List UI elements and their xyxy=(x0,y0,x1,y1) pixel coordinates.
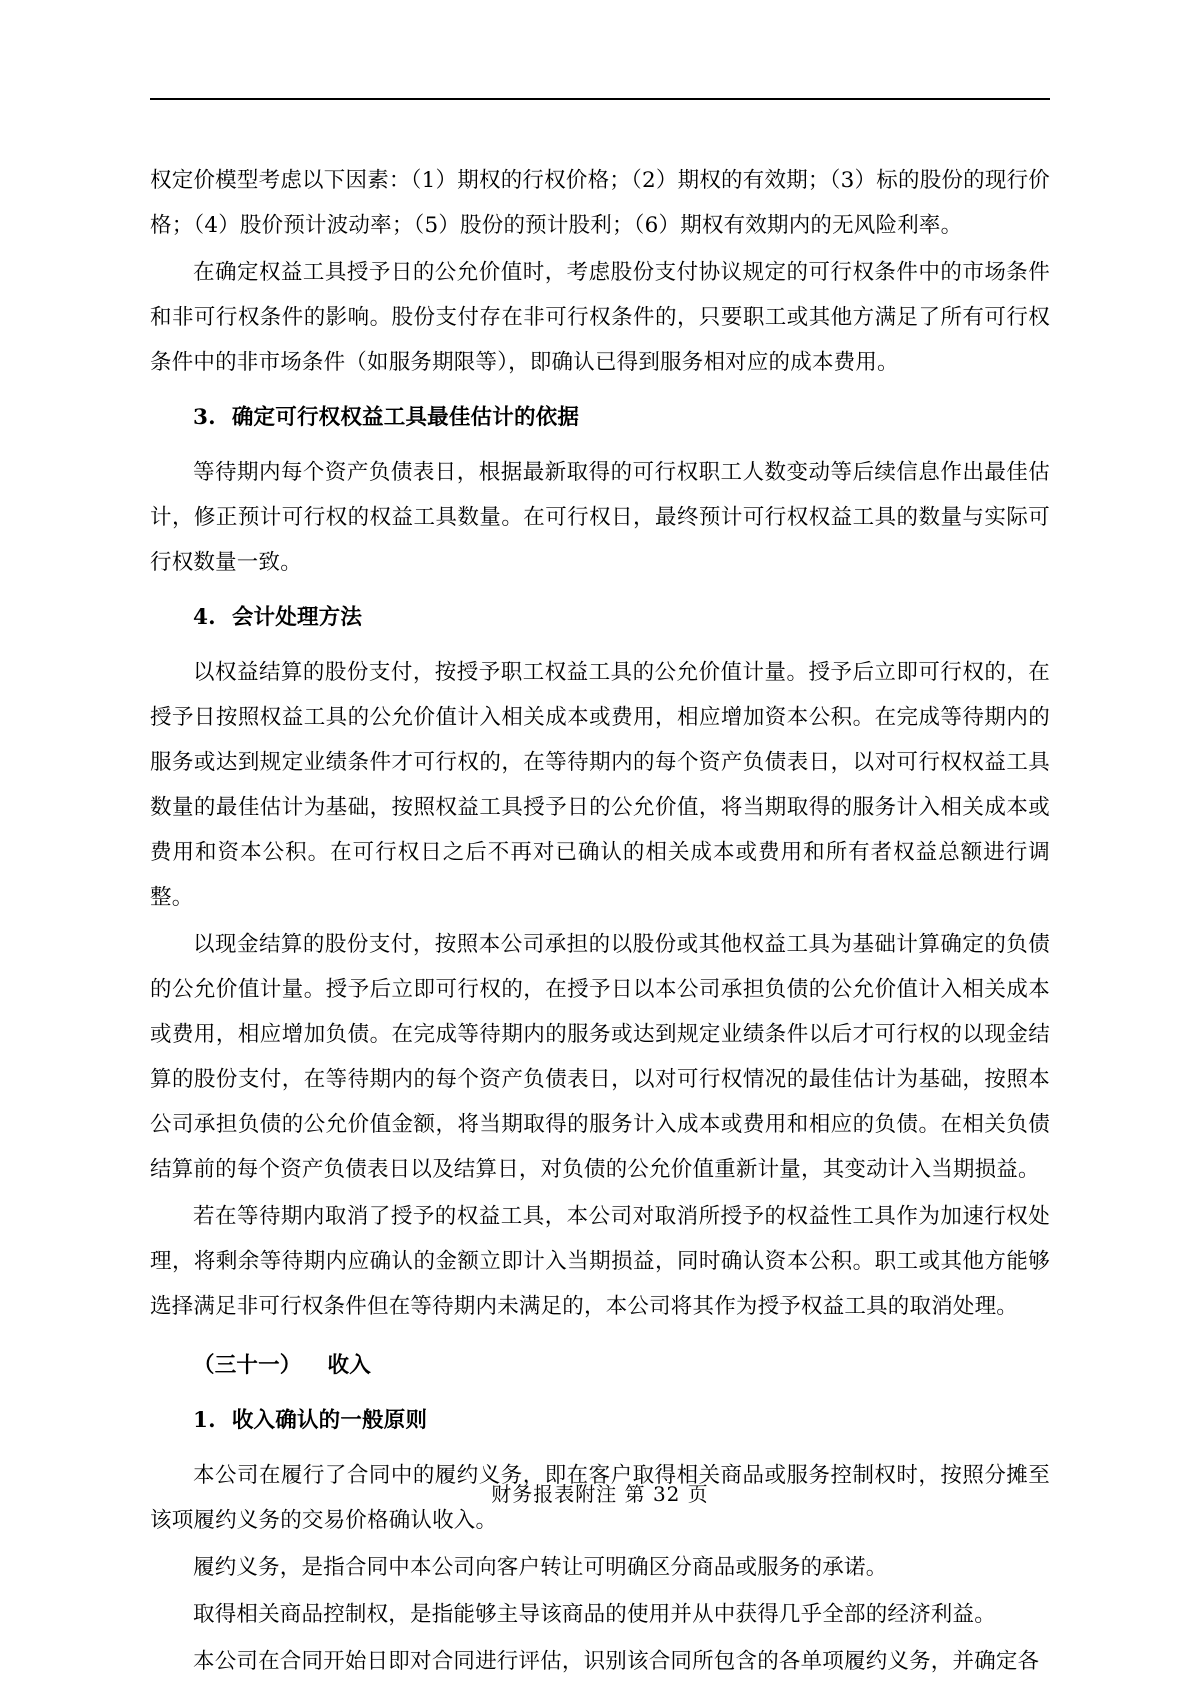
paragraph-performance-obligation-definition: 履约义务，是指合同中本公司向客户转让可明确区分商品或服务的承诺。 xyxy=(193,1555,888,1580)
paragraph-best-estimate: 等待期内每个资产负债表日，根据最新取得的可行权职工人数变动等后续信息作出最佳估计，修正预计可行权的权益工具数量。在可行权日，最终预计可行权权益工具的数量与实际可行权数量一致。 xyxy=(150,460,1050,575)
paragraph-cancellation: 若在等待期内取消了授予的权益工具，本公司对取消所授予的权益性工具作为加速行权处理，将剩余等待期内应确认的金额立即计入当期损益，同时确认资本公积。职工或其他方能够选择满足非可行权条件但在等待期内未满足的，本公司将其作为授予权益工具的取消处理。 xyxy=(150,1204,1050,1319)
heading-best-estimate-basis xyxy=(150,395,1050,440)
paragraph-performance-obligation-satisfied: 本公司在履行了合同中的履约义务，即在客户取得相关商品或服务控制权时，按照分摊至该项履约义务的交易价格确认收入。 xyxy=(150,1463,1050,1533)
heading-number: 3. xyxy=(193,405,216,430)
paragraph-cash-settled: 以现金结算的股份支付，按照本公司承担的以股份或其他权益工具为基础计算确定的负债的公允价值计量。授予后立即可行权的，在授予日以本公司承担负债的公允价值计入相关成本或费用，相应增加负债。在完成等待期内的服务或达到规定业绩条件以后才可行权的以现金结算的股份支付，在等待期内的每个资产负债表日，以对可行权情况的最佳估计为基础，按照本公司承担负债的公允价值金额，将当期取得的服务计入成本或费用和相应的负债。在相关负债结算前的每个资产负债表日以及结算日，对负债的公允价值重新计量，其变动计入当期损益。 xyxy=(150,932,1050,1182)
heading-number: 4. xyxy=(193,605,216,630)
section-number: （三十一） xyxy=(193,1353,302,1378)
paragraph-contract-assessment: 本公司在合同开始日即对合同进行评估，识别该合同所包含的各单项履约义务，并确定各 xyxy=(193,1649,1040,1674)
page-content xyxy=(150,98,1050,1686)
header-rule xyxy=(150,98,1050,100)
paragraph-equity-settled: 以权益结算的股份支付，按授予职工权益工具的公允价值计量。授予后立即可行权的，在授予日按照权益工具的公允价值计入相关成本或费用，相应增加资本公积。在完成等待期内的服务或达到规定业绩条件才可行权的，在等待期内的每个资产负债表日，以对可行权权益工具数量的最佳估计为基础，按照权益工具授予日的公允价值，将当期取得的服务计入相关成本或费用和资本公积。在可行权日之后不再对已确认的相关成本或费用和所有者权益总额进行调整。 xyxy=(150,660,1050,910)
paragraph-fair-value-conditions: 在确定权益工具授予日的公允价值时，考虑股份支付协议规定的可行权条件中的市场条件和非可行权条件的影响。股份支付存在非可行权条件的，只要职工或其他方满足了所有可行权条件中的非市场条件（如服务期限等），即确认已得到服务相对应的成本费用。 xyxy=(150,260,1050,375)
heading-accounting-method xyxy=(150,595,1050,640)
heading-text: 会计处理方法 xyxy=(231,605,363,630)
paragraph-control-definition: 取得相关商品控制权，是指能够主导该商品的使用并从中获得几乎全部的经济利益。 xyxy=(193,1602,996,1627)
page-footer: 财务报表附注 第 32 页 xyxy=(491,1482,709,1506)
heading-text: 收入确认的一般原则 xyxy=(231,1408,428,1433)
heading-revenue-general-principle xyxy=(150,1398,1050,1443)
heading-number: 1. xyxy=(193,1408,216,1433)
heading-text: 确定可行权权益工具最佳估计的依据 xyxy=(231,405,580,430)
section-title-revenue xyxy=(150,1343,1050,1388)
section-text: 收入 xyxy=(327,1353,371,1378)
paragraph-option-pricing-factors: 权定价模型考虑以下因素：（1）期权的行权价格；（2）期权的有效期；（3）标的股份的现行价格；（4）股价预计波动率；（5）股份的预计股利；（6）期权有效期内的无风险利率。 xyxy=(150,168,1050,238)
